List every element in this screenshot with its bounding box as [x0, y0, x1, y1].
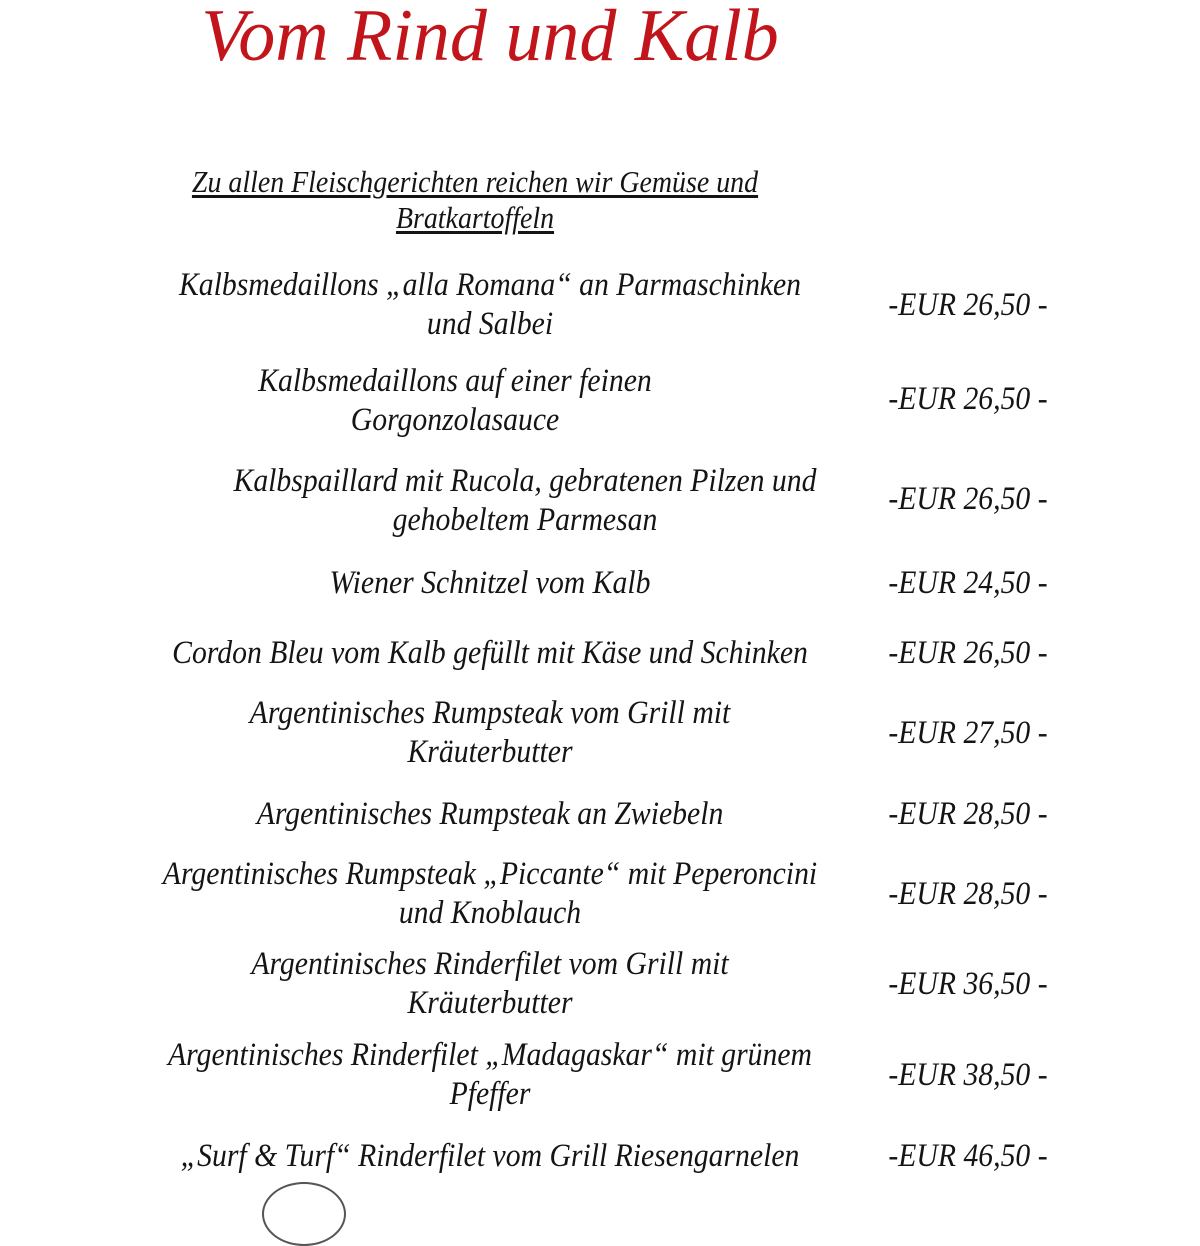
- dish-name: Cordon Bleu vom Kalb gefüllt mit Käse und Schinken: [172, 635, 808, 671]
- dish-name: Argentinisches Rumpsteak „Piccante“ mit Peperoncini und Knoblauch: [162, 856, 818, 931]
- dish-name: Wiener Schnitzel vom Kalb: [329, 565, 651, 601]
- dish-price: -EUR 27,50 -: [888, 715, 1048, 751]
- dish-price: -EUR 36,50 -: [888, 966, 1048, 1002]
- decorative-seal: [262, 1182, 346, 1246]
- dish-price: -EUR 46,50 -: [888, 1138, 1048, 1174]
- dish-price: -EUR 28,50 -: [888, 876, 1048, 912]
- dish-price: -EUR 26,50 -: [888, 381, 1048, 417]
- menu-intro-note: Zu allen Fleischgerichten reichen wir Gemüse und Bratkartoffeln: [191, 164, 759, 235]
- dish-name: Kalbspaillard mit Rucola, gebratenen Pilzen und gehobeltem Parmesan: [233, 463, 817, 538]
- dish-name: Kalbsmedaillons „alla Romana“ an Parmaschinken und Salbei: [178, 267, 802, 342]
- dish-name: Argentinisches Rumpsteak an Zwiebeln: [256, 796, 724, 832]
- dish-name: Argentinisches Rumpsteak vom Grill mit Kräuterbutter: [249, 695, 731, 770]
- dish-price: -EUR 26,50 -: [888, 635, 1048, 671]
- dish-name: „Surf & Turf“ Rinderfilet vom Grill Riesengarnelen: [180, 1138, 800, 1174]
- dish-price: -EUR 26,50 -: [888, 481, 1048, 517]
- page-title: Vom Rind und Kalb: [201, 0, 779, 77]
- dish-name: Argentinisches Rinderfilet vom Grill mit Kräuterbutter: [251, 946, 729, 1021]
- dish-price: -EUR 26,50 -: [888, 287, 1048, 323]
- dish-name: Kalbsmedaillons auf einer feinen Gorgonzolasauce: [258, 363, 652, 438]
- dish-price: -EUR 28,50 -: [888, 796, 1048, 832]
- dish-name: Argentinisches Rinderfilet „Madagaskar“ mit grünem Pfeffer: [167, 1037, 813, 1112]
- dish-price: -EUR 38,50 -: [888, 1057, 1048, 1093]
- dish-price: -EUR 24,50 -: [888, 565, 1048, 601]
